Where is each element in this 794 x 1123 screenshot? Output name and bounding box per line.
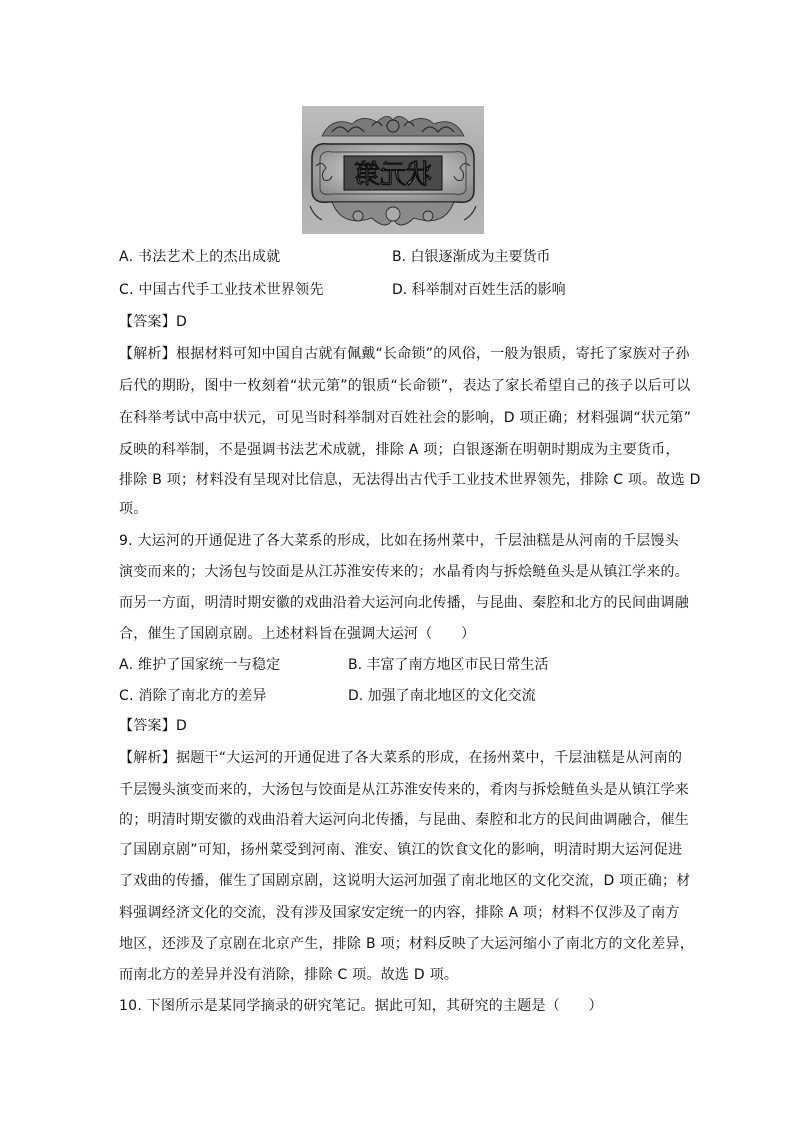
q8-analysis-line: 后代的期盼，图中一枚刻着“状元第”的银质“长命锁”，表达了家长希望自己的孩子以后可以 [119,378,691,394]
q9-option-b: B. 丰富了南方地区市民日常生活 [348,657,549,673]
q10-stem: 10. 下图所示是某同学摘录的研究笔记。据此可知，其研究的主题是（ ） [119,998,603,1014]
q8-option-d: D. 科举制对百姓生活的影响 [392,282,566,298]
q9-stem-line: 而另一方面，明清时期安徽的戏曲沿着大运河向北传播，与昆曲、秦腔和北方的民间曲调融 [119,595,689,611]
q9-answer: 【答案】D [119,718,188,734]
q9-option-a: A. 维护了国家统一与稳定 [119,657,281,673]
q9-analysis-line: 料强调经济文化的交流，没有涉及国家安定统一的内容，排除 A 项；材料不仅涉及了南方 [119,905,680,921]
q8-option-a: A. 书法艺术上的杰出成就 [119,249,281,265]
q9-analysis-line: 了国剧京剧”可知，扬州菜受到河南、淮安、镇江的饮食文化的影响，明清时期大运河促进 [119,842,683,858]
q8-analysis-line: 反映的科举制，不是强调书法艺术成就，排除 A 项；白银逐渐在明朝时期成为主要货币， [119,442,680,458]
q8-analysis-line: 项。 [119,501,148,517]
q9-analysis-line: 地区，还涉及了京剧在北京产生，排除 B 项；材料反映了大运河缩小了南北方的文化差异， [119,936,695,952]
q9-stem-line: 演变而来的；大汤包与饺面是从江苏淮安传来的；水晶肴肉与拆烩鲢鱼头是从镇江学来的。 [119,564,689,580]
lock-illustration [302,106,484,234]
q9-analysis-line: 了戏曲的传播，催生了国剧京剧，这说明大运河加强了南北地区的文化交流，D 项正确；材 [119,873,691,889]
q9-stem-line: 9. 大运河的开通促进了各大菜系的形成，比如在扬州菜中，千层油糕是从河南的千层馒头 [119,533,680,549]
q8-analysis-line: 在科举考试中高中状元，可见当时科举制对百姓社会的影响，D 项正确；材料强调“状元第” [119,410,692,426]
q8-analysis-line: 排除 B 项；材料没有呈现对比信息，无法得出古代手工业技术世界领先，排除 C 项。故选 D [119,472,701,488]
q9-option-d: D. 加强了南北地区的文化交流 [348,688,536,704]
q9-analysis-line: 【解析】据题干“大运河的开通促进了各大菜系的形成，在扬州菜中，千层油糕是从河南的 [119,750,683,766]
q8-option-b: B. 白银逐渐成为主要货币 [392,249,551,265]
q8-answer: 【答案】D [119,314,188,330]
q8-analysis-line: 【解析】根据材料可知中国自古就有佩戴“长命锁”的风俗，一般为银质，寄托了家族对子孙 [119,346,690,362]
q9-analysis-line: 而南北方的差异并没有消除，排除 C 项。故选 D 项。 [119,967,459,983]
q8-option-c: C. 中国古代手工业技术世界领先 [119,282,324,298]
q9-stem-line: 合，催生了国剧京剧。上述材料旨在强调大运河（ ） [119,626,476,642]
q9-option-c: C. 消除了南北方的差异 [119,688,267,704]
silver-longevity-lock-image [302,106,484,234]
q9-analysis-line: 的；明清时期安徽的戏曲沿着大运河向北传播，与昆曲、秦腔和北方的民间曲调融合，催生 [119,812,689,828]
lock-inscription: 状元第 [353,160,433,190]
q9-analysis-line: 千层馒头演变而来的，大汤包与饺面是从江苏淮安传来的，肴肉与拆烩鲢鱼头是从镇江学来 [119,782,689,798]
